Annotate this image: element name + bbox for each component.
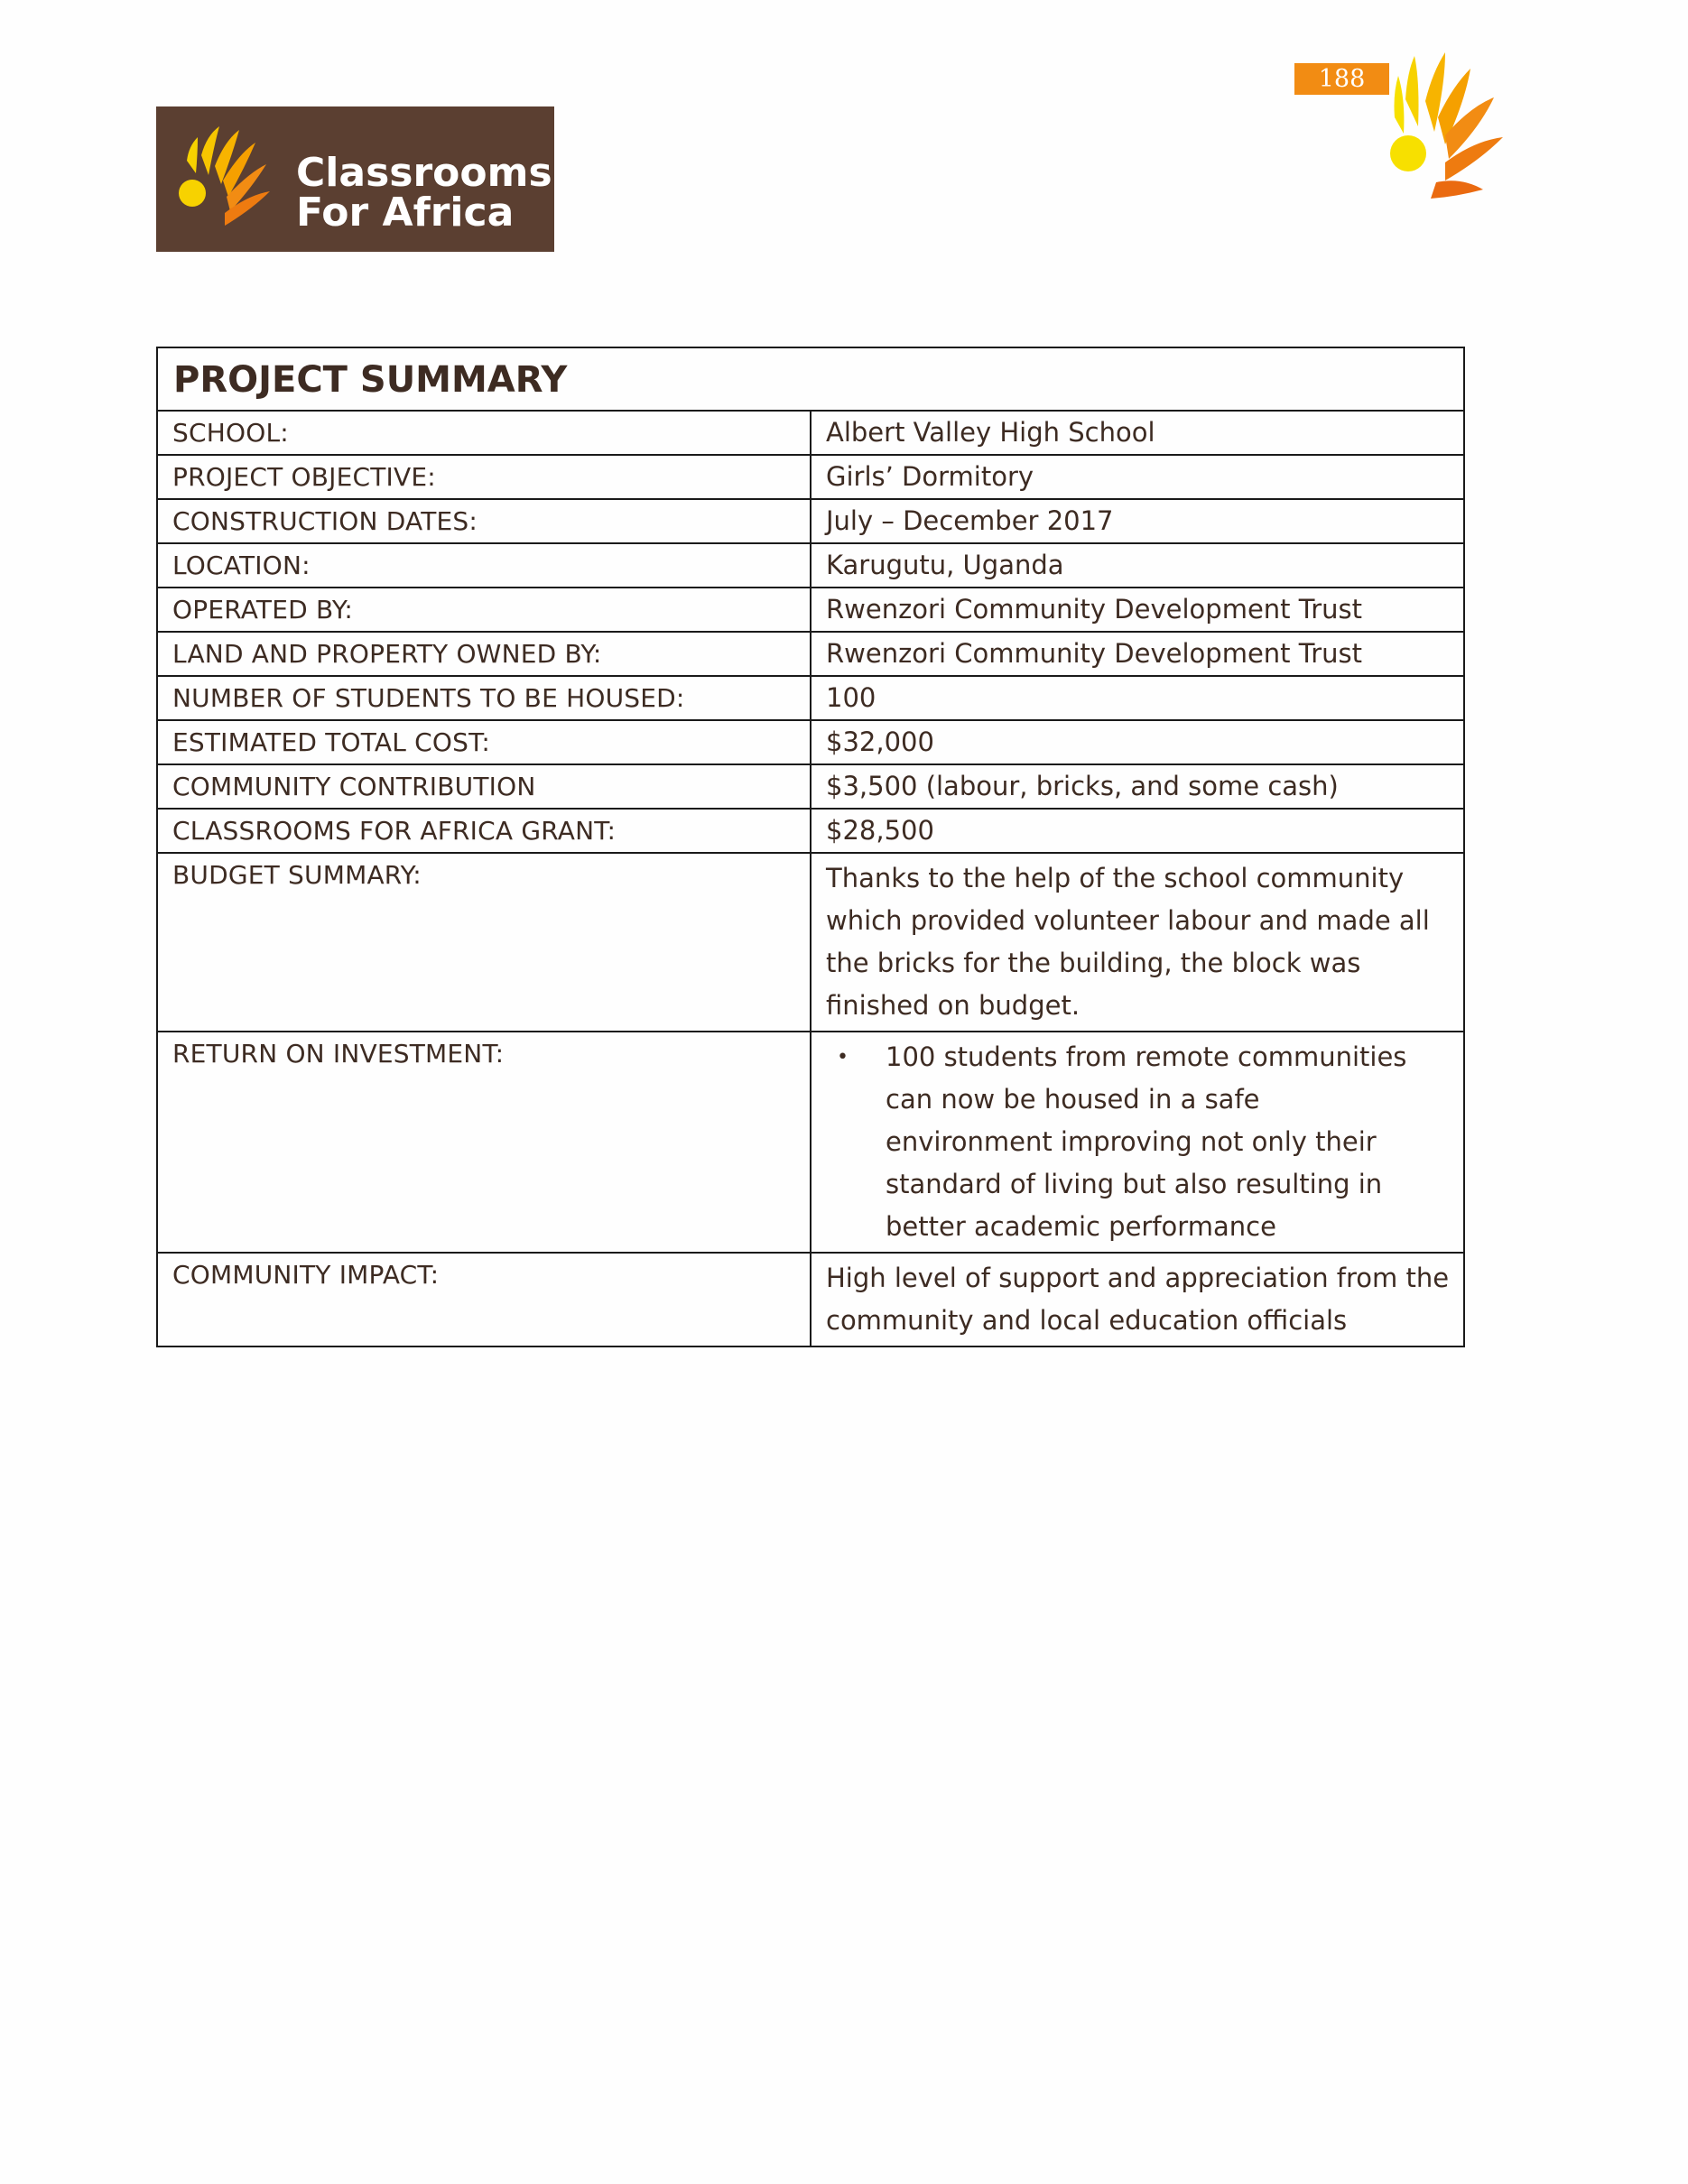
table-row bbox=[158, 810, 1463, 854]
page-number: 188 bbox=[1294, 63, 1389, 95]
row-value: Albert Valley High School bbox=[826, 417, 1155, 448]
sunburst-logo-icon bbox=[1359, 45, 1530, 217]
table-row bbox=[158, 500, 1463, 544]
row-value: Thanks to the help of the school community which provided volunteer labour and made all the bricks for the building, the block was finished on budget. bbox=[826, 863, 1430, 1021]
row-label: OPERATED BY: bbox=[158, 588, 812, 631]
table-row bbox=[158, 677, 1463, 721]
row-label: CLASSROOMS FOR AFRICA GRANT: bbox=[158, 810, 812, 852]
table-row bbox=[158, 544, 1463, 588]
brand-logo bbox=[156, 106, 554, 252]
row-label: CONSTRUCTION DATES: bbox=[158, 500, 812, 542]
table-row bbox=[158, 854, 1463, 1032]
row-label: SCHOOL: bbox=[158, 412, 812, 454]
row-value: Rwenzori Community Development Trust bbox=[826, 594, 1362, 625]
table-row bbox=[158, 1032, 1463, 1254]
table-row bbox=[158, 721, 1463, 765]
row-label: COMMUNITY CONTRIBUTION bbox=[158, 765, 812, 808]
table-row bbox=[158, 765, 1463, 810]
table-row bbox=[158, 588, 1463, 633]
table-row bbox=[158, 412, 1463, 456]
row-label: LAND AND PROPERTY OWNED BY: bbox=[158, 633, 812, 675]
row-label: LOCATION: bbox=[158, 544, 812, 587]
brand-line-2: For Africa bbox=[296, 190, 515, 236]
row-label: RETURN ON INVESTMENT: bbox=[158, 1032, 812, 1252]
row-label: PROJECT OBJECTIVE: bbox=[158, 456, 812, 498]
row-value: High level of support and appreciation from the community and local education officials bbox=[826, 1263, 1450, 1336]
bullet-text: 100 students from remote communities can now be housed in a safe environment improving not only their standard of living but also resulting in better academic performance bbox=[886, 1041, 1407, 1242]
row-label: NUMBER OF STUDENTS TO BE HOUSED: bbox=[158, 677, 812, 719]
row-label: BUDGET SUMMARY: bbox=[158, 854, 812, 1031]
table-row bbox=[158, 456, 1463, 500]
project-summary-table bbox=[156, 347, 1465, 1347]
bullet-icon: • bbox=[837, 1046, 849, 1069]
table-row bbox=[158, 1254, 1463, 1346]
row-value: $28,500 bbox=[826, 815, 934, 846]
row-value: $3,500 (labour, bricks, and some cash) bbox=[826, 771, 1339, 801]
bullet-item bbox=[826, 1036, 1452, 1248]
brand-line-1: Classrooms bbox=[296, 150, 552, 196]
row-label: COMMUNITY IMPACT: bbox=[158, 1254, 812, 1346]
sunburst-logo-icon bbox=[165, 119, 292, 236]
row-value: 100 bbox=[826, 682, 876, 713]
row-value-list bbox=[812, 1032, 1463, 1252]
row-value: Rwenzori Community Development Trust bbox=[826, 638, 1362, 669]
summary-title: PROJECT SUMMARY bbox=[158, 348, 1463, 412]
table-row bbox=[158, 633, 1463, 677]
row-value: Karugutu, Uganda bbox=[826, 550, 1064, 580]
row-value: July – December 2017 bbox=[826, 505, 1114, 536]
row-value: $32,000 bbox=[826, 726, 934, 757]
row-value: Girls’ Dormitory bbox=[826, 461, 1034, 492]
row-label: ESTIMATED TOTAL COST: bbox=[158, 721, 812, 763]
